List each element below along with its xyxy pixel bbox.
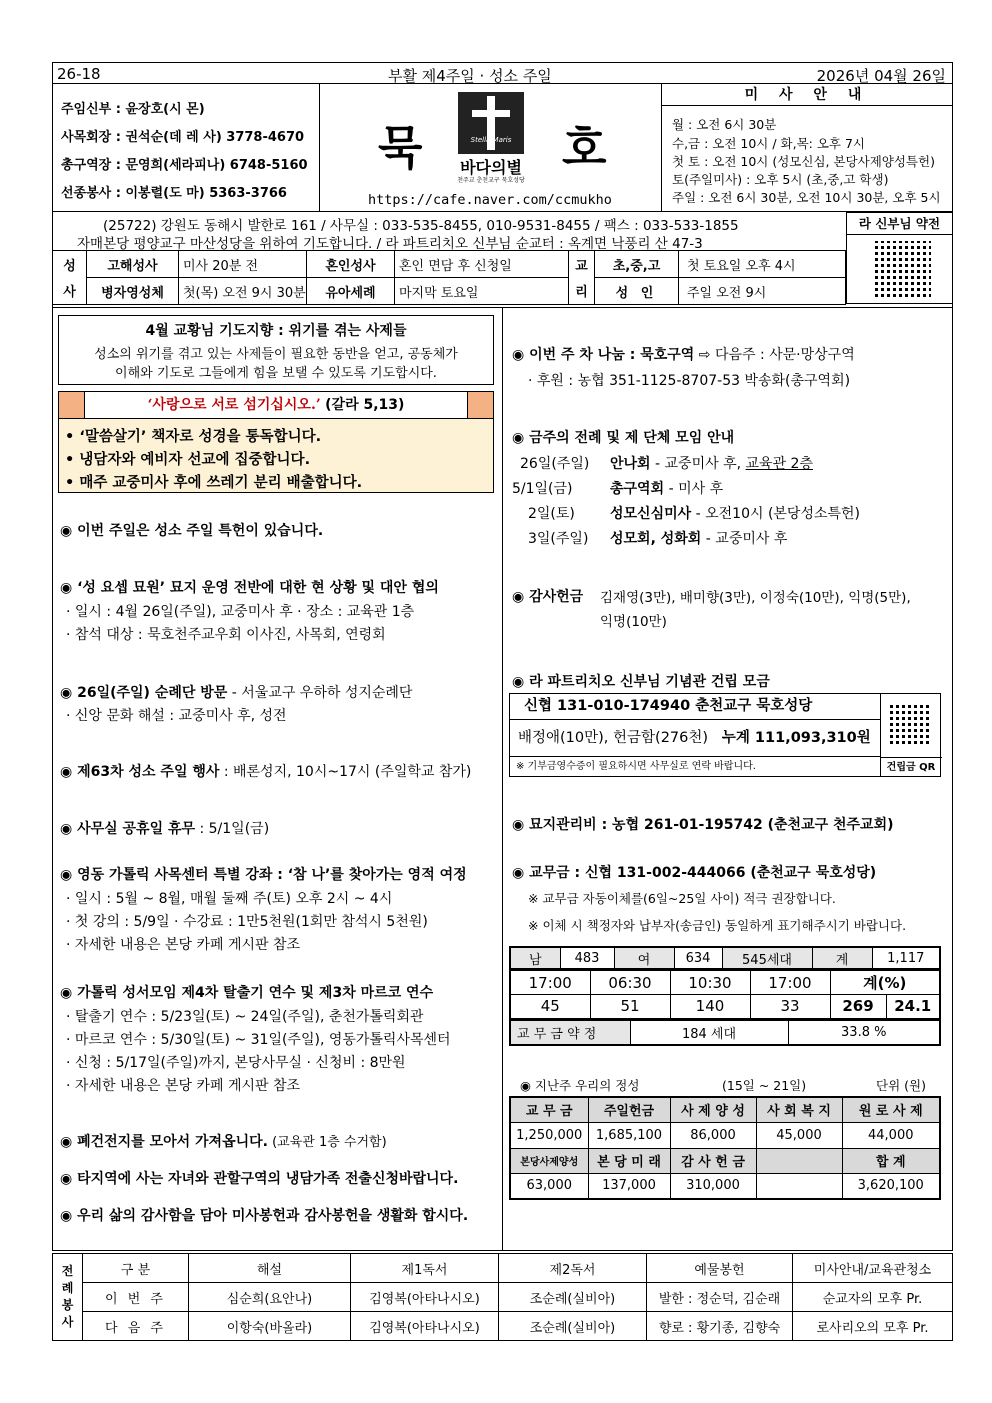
att-cell: 남: [510, 947, 560, 969]
logo-subtext: 천주교 춘천교구 묵호성당: [457, 177, 525, 184]
bulletin-header: [52, 62, 953, 84]
att-cell: 17:00: [510, 971, 590, 995]
catechism-label: 리: [569, 278, 595, 305]
meeting-date: 2일(토): [528, 506, 575, 522]
confession-label: 고해성사: [87, 251, 179, 278]
goals-box: [58, 419, 494, 493]
finance-value: 63,000: [510, 1173, 588, 1199]
parish-title: [320, 84, 662, 212]
cafe-url[interactable]: https://cafe.naver.com/ccmukho: [368, 192, 612, 208]
address-block: [52, 212, 845, 250]
liturgy-cell: 김영복(아타나시오): [351, 1283, 499, 1312]
mass-line: 토(주일미사) : 오후 5시 (초,중,고 학생): [672, 172, 889, 187]
memorial-qr-label: 건립금 QR: [880, 757, 942, 777]
finance-header: 감 사 헌 금: [670, 1148, 756, 1173]
liturgy-week: 다 음 주: [83, 1312, 189, 1341]
finance-header: 교 무 금: [510, 1097, 588, 1122]
bio-label: 라 신부님 약전: [847, 213, 952, 235]
att-cell: 634: [674, 947, 722, 969]
intention-body: 이해와 기도로 그들에게 힘을 보탤 수 있도록 기도합시다.: [115, 366, 437, 381]
notice-detail: · 참석 대상 : 묵호천주교우회 이사진, 사목회, 연령회: [66, 627, 386, 643]
finance-header: 원 로 사 제: [842, 1097, 940, 1122]
tea-sponsor: · 후원 : 농협 351-1125-8707-53 박송화(총구역회): [528, 373, 851, 389]
confession-time: 미사 20분 전: [179, 251, 307, 278]
staff-pastor: 주임신부 : 윤장호(시 몬): [61, 102, 205, 117]
cemetery-account: ◉ 묘지관리비 : 농협 261-01-195742 (춘천교구 천주교회): [512, 817, 894, 833]
finance-header: 본 당 미 래: [588, 1148, 670, 1173]
staff-funeral: 선종봉사 : 이봉렬(도 마) 5363-3766: [61, 186, 287, 201]
notice-office-closed: ◉ 사무실 공휴일 휴무 : 5/1일(금): [60, 821, 270, 837]
att-cell: 24.1: [886, 995, 940, 1019]
intention-title: 4월 교황님 기도지향 : 위기를 겪는 사제들: [145, 323, 407, 339]
notice-bible: ◉ 가톨릭 성서모임 제4차 탈출기 연수 및 제3차 마르코 연수: [60, 985, 434, 1001]
notice-transfer: ◉ 타지역에 사는 자녀와 관할구역의 냉담가족 전출신청바랍니다.: [60, 1171, 459, 1187]
memorial-box: [509, 693, 941, 777]
prayer-note: 자매본당 평양교구 마산성당을 위하여 기도합니다. / 라 파트리치오 신부님 순교터 : 옥계면 낙풍리 산 47-3: [77, 236, 703, 252]
liturgy-cell: 조순례(실비아): [499, 1283, 647, 1312]
tea-sharing: ◉ 이번 주 차 나눔 : 묵호구역 ⇨ 다음주 : 사문·망상구역: [512, 347, 855, 363]
liturgy-cell: 심순희(요안나): [189, 1283, 351, 1312]
marriage-label: 혼인성사: [307, 251, 395, 278]
memorial-title: ◉ 라 파트리치오 신부님 기념관 건립 모금: [512, 674, 770, 690]
staff-district: 총구역장 : 문영희(세라피나) 6748-5160: [61, 158, 308, 173]
liturgy-cell: 순교자의 모후 Pr.: [793, 1283, 953, 1312]
baptism-info: 마지막 토요일: [395, 278, 569, 305]
meeting-info: 총구역회 - 미사 후: [610, 481, 724, 497]
goal-item: • 냉담자와 예비자 선교에 집중합니다.: [65, 452, 311, 468]
pledge-households: 184 세대: [630, 1021, 788, 1045]
finance-value: 45,000: [756, 1122, 842, 1148]
meeting-date: 5/1일(금): [512, 481, 573, 497]
att-cell: 545세대: [722, 947, 812, 969]
attendance-times: [509, 970, 941, 1020]
notice-vocation-event: ◉ 제63차 성소 주일 행사 : 배론성지, 10시~17시 (주일학교 참가): [60, 764, 472, 780]
dues-note: ※ 교무금 자동이체를(6일~25일 사이) 적극 권장합니다.: [528, 891, 836, 906]
mass-line: 월 : 오전 6시 30분: [672, 117, 777, 132]
notice-detail: · 탈출기 연수 : 5/23일(토) ~ 24일(주일), 춘천가톨릭회관: [66, 1009, 424, 1025]
memorial-donations: 배정애(10만), 헌금함(276천) 누계 111,093,310원: [510, 720, 880, 757]
mass-title: 미 사 안 내: [662, 84, 952, 106]
thanks-donors: 익명(10만): [600, 614, 667, 630]
staff-list: [52, 84, 320, 212]
finance-period: (15일 ~ 21일): [722, 1078, 807, 1093]
att-cell: 여: [614, 947, 674, 969]
sacrament-label: 성: [53, 251, 87, 278]
finance-header: 사 제 양 성: [670, 1097, 756, 1122]
att-cell: 140: [670, 995, 750, 1019]
communion-label: 병자영성체: [87, 278, 179, 305]
pledge-percent: 33.8 %: [788, 1021, 940, 1045]
thanks-donors: 김재영(3만), 배미향(3만), 이정숙(10만), 익명(5만),: [600, 590, 911, 606]
mass-line: 주일 : 오전 6시 30분, 오전 10시 30분, 오후 5시: [672, 190, 941, 205]
bio-box: [846, 212, 953, 304]
sacraments-table: [52, 250, 846, 305]
att-cell: 1,117: [872, 947, 940, 969]
thanks-label: ◉ 감사헌금: [512, 589, 584, 605]
youth-label: 초,중,고: [595, 251, 679, 278]
goal-item: • 매주 교중미사 후에 쓰레기 분리 배출합니다.: [65, 475, 363, 491]
youth-time: 첫 토요일 오후 4시: [679, 251, 846, 278]
parish-logo: Stella Maris: [458, 92, 524, 154]
liturgy-header: 제2독서: [499, 1254, 647, 1283]
finance-unit: 단위 (원): [876, 1078, 926, 1093]
att-cell: 45: [510, 995, 590, 1019]
liturgy-cell: 조순례(실비아): [499, 1312, 647, 1341]
finance-header: 사 회 복 지: [756, 1097, 842, 1122]
attendance-table: [509, 946, 941, 970]
att-cell: 10:30: [670, 971, 750, 995]
notice-pilgrims: ◉ 26일(주일) 순례단 방문 - 서울교구 우하하 성지순례단: [60, 685, 413, 701]
memorial-note: ※ 기부금영수증이 필요하시면 사무실로 연락 바랍니다.: [516, 761, 756, 772]
staff-council: 사목회장 : 권석순(데 레 사) 3778-4670: [61, 130, 305, 145]
att-cell: 계: [812, 947, 872, 969]
dues-note: ※ 이체 시 책정자와 납부자(송금인) 동일하게 표기해주시기 바랍니다.: [528, 918, 907, 933]
finance-title: ◉ 지난주 우리의 정성: [520, 1078, 640, 1093]
finance-value: 310,000: [670, 1173, 756, 1199]
finance-header: 본당사제양성: [510, 1148, 588, 1173]
att-cell: 51: [590, 995, 670, 1019]
meetings-title: ◉ 금주의 전례 및 제 단체 모임 안내: [512, 430, 735, 446]
liturgy-cell: 김영복(아타나시오): [351, 1312, 499, 1341]
notice-detail: · 첫 강의 : 5/9일 · 수강료 : 1만5천원(1회만 참석시 5천원): [66, 914, 428, 930]
adult-label: 성 인: [595, 278, 679, 305]
motto-box: [58, 391, 494, 419]
notice-vocation: ◉ 이번 주일은 성소 주일 특헌이 있습니다.: [60, 523, 324, 539]
finance-value: [756, 1173, 842, 1199]
notice-lecture: ◉ 영동 가톨릭 사목센터 특별 강좌 : ‘참 나’를 찾아가는 영적 여정: [60, 867, 467, 883]
notice-detail: · 마르코 연수 : 5/30일(토) ~ 31일(주일), 영동가톨릭사목센터: [66, 1032, 451, 1048]
att-cell: 269: [830, 995, 886, 1019]
notice-detail: · 일시 : 5월 ~ 8월, 매월 둘째 주(토) 오후 2시 ~ 4시: [66, 891, 393, 907]
bio-qr-icon[interactable]: [875, 241, 931, 297]
mass-schedule: [662, 84, 953, 212]
notice-detail: · 자세한 내용은 본당 카페 게시판 참조: [66, 1078, 301, 1094]
liturgy-header: 미사안내/교육관청소: [793, 1254, 953, 1283]
finance-value: 86,000: [670, 1122, 756, 1148]
finance-value: 137,000: [588, 1173, 670, 1199]
finance-header: [756, 1148, 842, 1173]
intention-box: [58, 315, 494, 385]
liturgy-header: 제1독서: [351, 1254, 499, 1283]
liturgy-cell: 향로 : 황기종, 김향숙: [647, 1312, 793, 1341]
notice-thanks: ◉ 우리 삶의 감사함을 담아 미사봉헌과 감사봉헌을 생활화 합시다.: [60, 1208, 469, 1224]
finance-value: 1,250,000: [510, 1122, 588, 1148]
notice-detail: · 일시 : 4월 26일(주일), 교중미사 후 · 장소 : 교육관 1층: [66, 604, 415, 620]
intention-body: 성소의 위기를 겪고 있는 사제들이 필요한 동반을 얻고, 공동체가: [94, 347, 458, 362]
meeting-info: 성모회, 성화회 - 교중미사 후: [610, 531, 788, 547]
liturgy-header: 구 분: [83, 1254, 189, 1283]
mass-line: 첫 토 : 오전 10시 (성모신심, 본당사제양성특헌): [672, 154, 935, 169]
finance-value: 1,685,100: [588, 1122, 670, 1148]
att-cell: 계(%): [830, 971, 940, 995]
pledge-label: 교 무 금 약 정: [510, 1021, 630, 1045]
att-cell: 483: [560, 947, 614, 969]
liturgy-side-label: 전 례 봉 사: [53, 1254, 83, 1341]
adult-time: 주일 오전 9시: [679, 278, 846, 305]
notice-cemetery: ◉ ‘성 요셉 묘원’ 묘지 운영 전반에 대한 현 상황 및 대안 협의: [60, 580, 439, 596]
marriage-info: 혼인 면담 후 신청일: [395, 251, 569, 278]
meeting-info: 성모신심미사 - 오전10시 (본당성소특헌): [610, 506, 861, 522]
notice-detail: · 자세한 내용은 본당 카페 게시판 참조: [66, 937, 301, 953]
finance-header: 주일헌금: [588, 1097, 670, 1122]
parish-name-right: 호: [562, 121, 607, 175]
notice-detail: · 신앙 문화 해설 : 교중미사 후, 성전: [66, 708, 287, 724]
att-cell: 17:00: [750, 971, 830, 995]
parish-name-left: 묵: [378, 121, 423, 175]
meeting-info: 안나회 - 교중미사 후, 교육관 2층: [610, 456, 813, 472]
meeting-date: 26일(주일): [520, 456, 590, 472]
finance-value: 3,620,100: [842, 1173, 940, 1199]
liturgy-header: 해설: [189, 1254, 351, 1283]
address: (25722) 강원도 동해시 발한로 161 / 사무실 : 033-535-8455, 010-9531-8455 / 팩스 : 033-533-1855: [103, 218, 739, 234]
goal-item: • ‘말씀살기’ 책자로 성경을 통독합니다.: [65, 429, 322, 445]
liturgy-header: 예물봉헌: [647, 1254, 793, 1283]
catechism-label: 교: [569, 251, 595, 278]
finance-header: 합 계: [842, 1148, 940, 1173]
mass-line: 수,금 : 오전 10시 / 화,목: 오후 7시: [672, 136, 866, 151]
memorial-account: 신협 131-010-174940 춘천교구 묵호성당: [510, 694, 880, 720]
motto-text: ‘사랑으로 서로 섬기십시오.’: [147, 397, 321, 413]
liturgy-cell: 로사리오의 모후 Pr.: [793, 1312, 953, 1341]
column-divider: [502, 307, 503, 1251]
notice-detail: · 신청 : 5/17일(주일)까지, 본당사무실 · 신청비 : 8만원: [66, 1055, 406, 1071]
issue-number: 26-18: [57, 65, 101, 83]
finance-value: 44,000: [842, 1122, 940, 1148]
att-cell: 06:30: [590, 971, 670, 995]
logo-text: 바다의별: [460, 158, 522, 177]
att-cell: 33: [750, 995, 830, 1019]
liturgy-table: [52, 1253, 953, 1341]
meeting-date: 3일(주일): [528, 531, 589, 547]
pledge-table: [509, 1020, 941, 1046]
dues-account: ◉ 교무금 : 신협 131-002-444066 (춘천교구 묵호성당): [512, 865, 877, 881]
communion-time: 첫(목) 오전 9시 30분: [179, 278, 307, 305]
liturgy-week: 이 번 주: [83, 1283, 189, 1312]
bulletin-date: 2026년 04월 26일: [816, 67, 946, 85]
bulletin-title: 부활 제4주일 · 성소 주일: [388, 67, 552, 85]
sacrament-label: 사: [53, 278, 87, 305]
liturgy-cell: 발한 : 정순덕, 김순래: [647, 1283, 793, 1312]
notice-battery: ◉ 폐건전지를 모아서 가져옵니다. (교육관 1층 수거함): [60, 1134, 387, 1150]
liturgy-cell: 이항숙(바올라): [189, 1312, 351, 1341]
memorial-qr-icon[interactable]: [890, 702, 932, 744]
motto-ref: (갈라 5,13): [325, 397, 405, 413]
baptism-label: 유아세례: [307, 278, 395, 305]
finance-table: [509, 1096, 941, 1200]
